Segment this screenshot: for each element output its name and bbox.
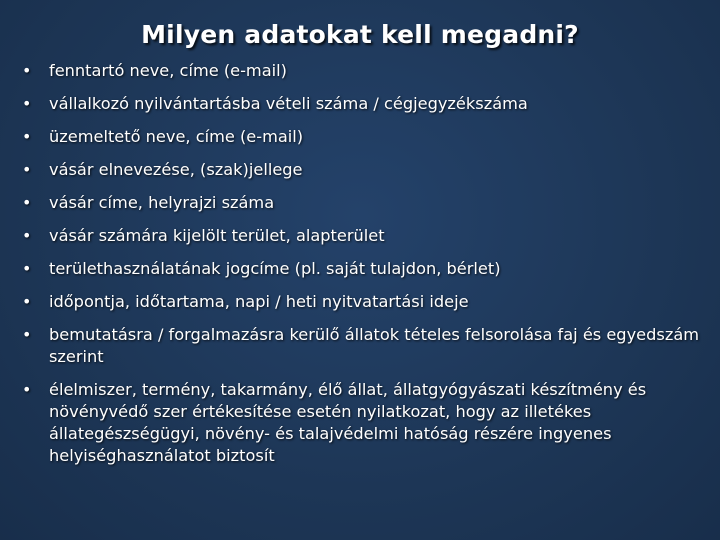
list-item (22, 291, 702, 313)
list-item-text: vásár elnevezése, (szak)jellege (49, 160, 303, 179)
bullet-icon: • (22, 193, 32, 212)
list-item-text: területhasználatának jogcíme (pl. saját tulajdon, bérlet) (49, 259, 501, 278)
list-item (22, 192, 702, 214)
bullet-icon: • (22, 292, 32, 311)
list-item (22, 159, 702, 181)
bullet-icon: • (22, 259, 32, 278)
list-item (22, 126, 702, 148)
list-item-text: vásár címe, helyrajzi száma (49, 193, 275, 212)
list-item (22, 60, 702, 82)
bullet-icon: • (22, 325, 32, 344)
list-item-text: fenntartó neve, címe (e-mail) (49, 61, 287, 80)
list-item (22, 225, 702, 247)
bullet-icon: • (22, 61, 32, 80)
bullet-icon: • (22, 94, 32, 113)
bullet-list (22, 60, 702, 478)
bullet-icon: • (22, 127, 32, 146)
list-item-text: időpontja, időtartama, napi / heti nyitvatartási ideje (49, 292, 469, 311)
bullet-icon: • (22, 226, 32, 245)
list-item (22, 379, 702, 467)
list-item (22, 324, 702, 368)
list-item (22, 93, 702, 115)
slide-title: Milyen adatokat kell megadni? (141, 20, 579, 49)
list-item-text: vásár számára kijelölt terület, alapterület (49, 226, 385, 245)
list-item (22, 258, 702, 280)
bullet-icon: • (22, 380, 32, 399)
list-item-text: élelmiszer, termény, takarmány, élő állat, állatgyógyászati készítmény és növényvédő szer értékesítése esetén nyilatkozat, hogy az illetékes állategészségügyi, növény- és talajvédelmi hatóság részére ingyenes helyiséghasználatot biztosít (49, 380, 647, 465)
list-item-text: üzemeltető neve, címe (e-mail) (49, 127, 304, 146)
bullet-icon: • (22, 160, 32, 179)
list-item-text: bemutatásra / forgalmazásra kerülő állatok tételes felsorolása faj és egyedszám szerint (49, 325, 700, 366)
list-item-text: vállalkozó nyilvántartásba vételi száma / cégjegyzékszáma (49, 94, 528, 113)
